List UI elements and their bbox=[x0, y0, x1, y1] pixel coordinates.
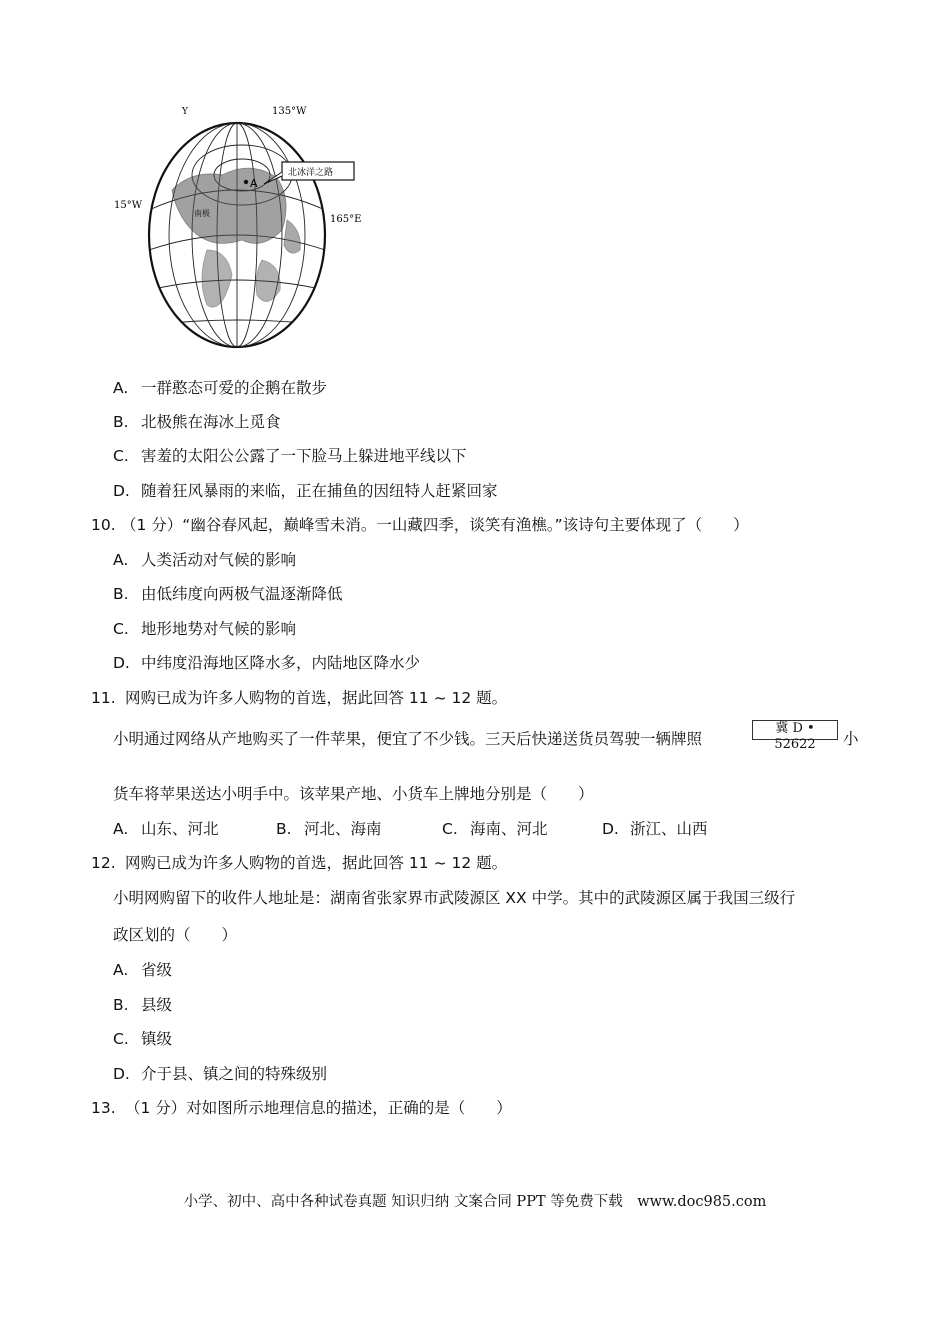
option-text: 害羞的太阳公公露了一下脸马上躲进地平线以下 bbox=[141, 447, 467, 465]
option-text: 一群憨态可爱的企鹅在散步 bbox=[141, 379, 328, 397]
map-label-lon-left: 15°W bbox=[114, 200, 143, 211]
q11-option-b bbox=[276, 818, 442, 840]
q12-option-b bbox=[113, 994, 172, 1016]
option-letter: D. bbox=[602, 820, 619, 838]
q9-option-a bbox=[113, 377, 327, 399]
option-text: 北极熊在海冰上觅食 bbox=[141, 413, 281, 431]
option-letter: D. bbox=[113, 1065, 130, 1083]
question-number: 11. bbox=[91, 689, 116, 707]
option-letter: A. bbox=[113, 820, 129, 838]
q12-text-line2: 政区划的（ ） bbox=[113, 926, 238, 944]
page-footer: 小学、初中、高中各种试卷真题 知识归纳 文案合同 PPT 等免费下载 www.doc985.com bbox=[183, 1194, 767, 1210]
q11-option-c bbox=[442, 818, 602, 840]
question-number: 10. bbox=[91, 516, 116, 534]
question-intro: 网购已成为许多人购物的首选，据此回答 11 ~ 12 题。 bbox=[125, 689, 508, 707]
option-letter: C. bbox=[113, 620, 129, 638]
map-label-lon-top: 135°W bbox=[272, 106, 307, 117]
option-letter: A. bbox=[113, 961, 129, 979]
option-letter: D. bbox=[113, 654, 130, 672]
option-letter: B. bbox=[113, 996, 129, 1014]
option-letter: C. bbox=[113, 447, 129, 465]
q12-option-a bbox=[113, 959, 172, 981]
q10-option-b bbox=[113, 583, 343, 605]
q11-option-a bbox=[113, 818, 276, 840]
question-number: 12. bbox=[91, 854, 116, 872]
option-text: 海南、河北 bbox=[470, 820, 548, 838]
option-letter: A. bbox=[113, 379, 129, 397]
option-text: 县级 bbox=[141, 996, 173, 1014]
option-letter: B. bbox=[276, 820, 292, 838]
option-letter: B. bbox=[113, 585, 129, 603]
question-text: （1 分）对如图所示地理信息的描述，正确的是（ ） bbox=[125, 1099, 512, 1117]
q11-options-row bbox=[113, 818, 708, 840]
option-letter: C. bbox=[442, 820, 458, 838]
q10-option-d bbox=[113, 652, 420, 674]
option-text: 地形地势对气候的影响 bbox=[141, 620, 297, 638]
option-letter: B. bbox=[113, 413, 129, 431]
q11-text-line1-end: 小 bbox=[843, 730, 859, 748]
q13-stem bbox=[91, 1097, 512, 1119]
q10-option-a bbox=[113, 549, 296, 571]
option-text: 随着狂风暴雨的来临，正在捕鱼的因纽特人赶紧回家 bbox=[141, 482, 498, 500]
q12-option-d bbox=[113, 1063, 327, 1085]
q11-text-line1: 小明通过网络从产地购买了一件苹果，便宜了不少钱。三天后快递送货员驾驶一辆牌照 bbox=[113, 730, 703, 748]
option-letter: C. bbox=[113, 1030, 129, 1048]
option-text: 镇级 bbox=[141, 1030, 173, 1048]
map-small-label: 南极 bbox=[194, 209, 210, 218]
polar-globe-map bbox=[112, 100, 372, 354]
map-label-point: A bbox=[250, 177, 258, 190]
map-label-top-left: Y bbox=[182, 107, 188, 117]
option-text: 省级 bbox=[141, 961, 173, 979]
license-plate-image: 冀 D • 52622 bbox=[752, 720, 838, 740]
q11-text-line2: 货车将苹果送达小明手中。该苹果产地、小货车上牌地分别是（ ） bbox=[113, 785, 594, 803]
q12-option-c bbox=[113, 1028, 172, 1050]
option-text: 人类活动对气候的影响 bbox=[141, 551, 297, 569]
option-text: 由低纬度向两极气温逐渐降低 bbox=[141, 585, 343, 603]
question-text: （1 分）“幽谷春风起，巅峰雪未消。一山藏四季，谈笑有渔樵。”该诗句主要体现了（ ） bbox=[121, 516, 749, 534]
map-callout: 北冰洋之路 bbox=[288, 168, 334, 178]
q9-option-c bbox=[113, 445, 467, 467]
q11-intro bbox=[91, 687, 507, 709]
option-text: 山东、河北 bbox=[141, 820, 219, 838]
question-number: 13. bbox=[91, 1099, 116, 1117]
q10-option-c bbox=[113, 618, 296, 640]
q12-intro bbox=[91, 852, 507, 874]
option-letter: D. bbox=[113, 482, 130, 500]
map-label-lon-right: 165°E bbox=[330, 214, 362, 225]
q10-stem bbox=[91, 514, 749, 536]
q11-option-d bbox=[602, 820, 708, 838]
q9-option-b bbox=[113, 411, 281, 433]
option-text: 河北、海南 bbox=[304, 820, 382, 838]
option-text: 浙江、山西 bbox=[630, 820, 708, 838]
option-text: 介于县、镇之间的特殊级别 bbox=[141, 1065, 328, 1083]
option-letter: A. bbox=[113, 551, 129, 569]
question-intro: 网购已成为许多人购物的首选，据此回答 11 ~ 12 题。 bbox=[125, 854, 508, 872]
q9-option-d bbox=[113, 480, 498, 502]
q12-text-line1: 小明网购留下的收件人地址是：湖南省张家界市武陵源区 XX 中学。其中的武陵源区属于我国三级行 bbox=[113, 889, 796, 907]
option-text: 中纬度沿海地区降水多，内陆地区降水少 bbox=[141, 654, 421, 672]
